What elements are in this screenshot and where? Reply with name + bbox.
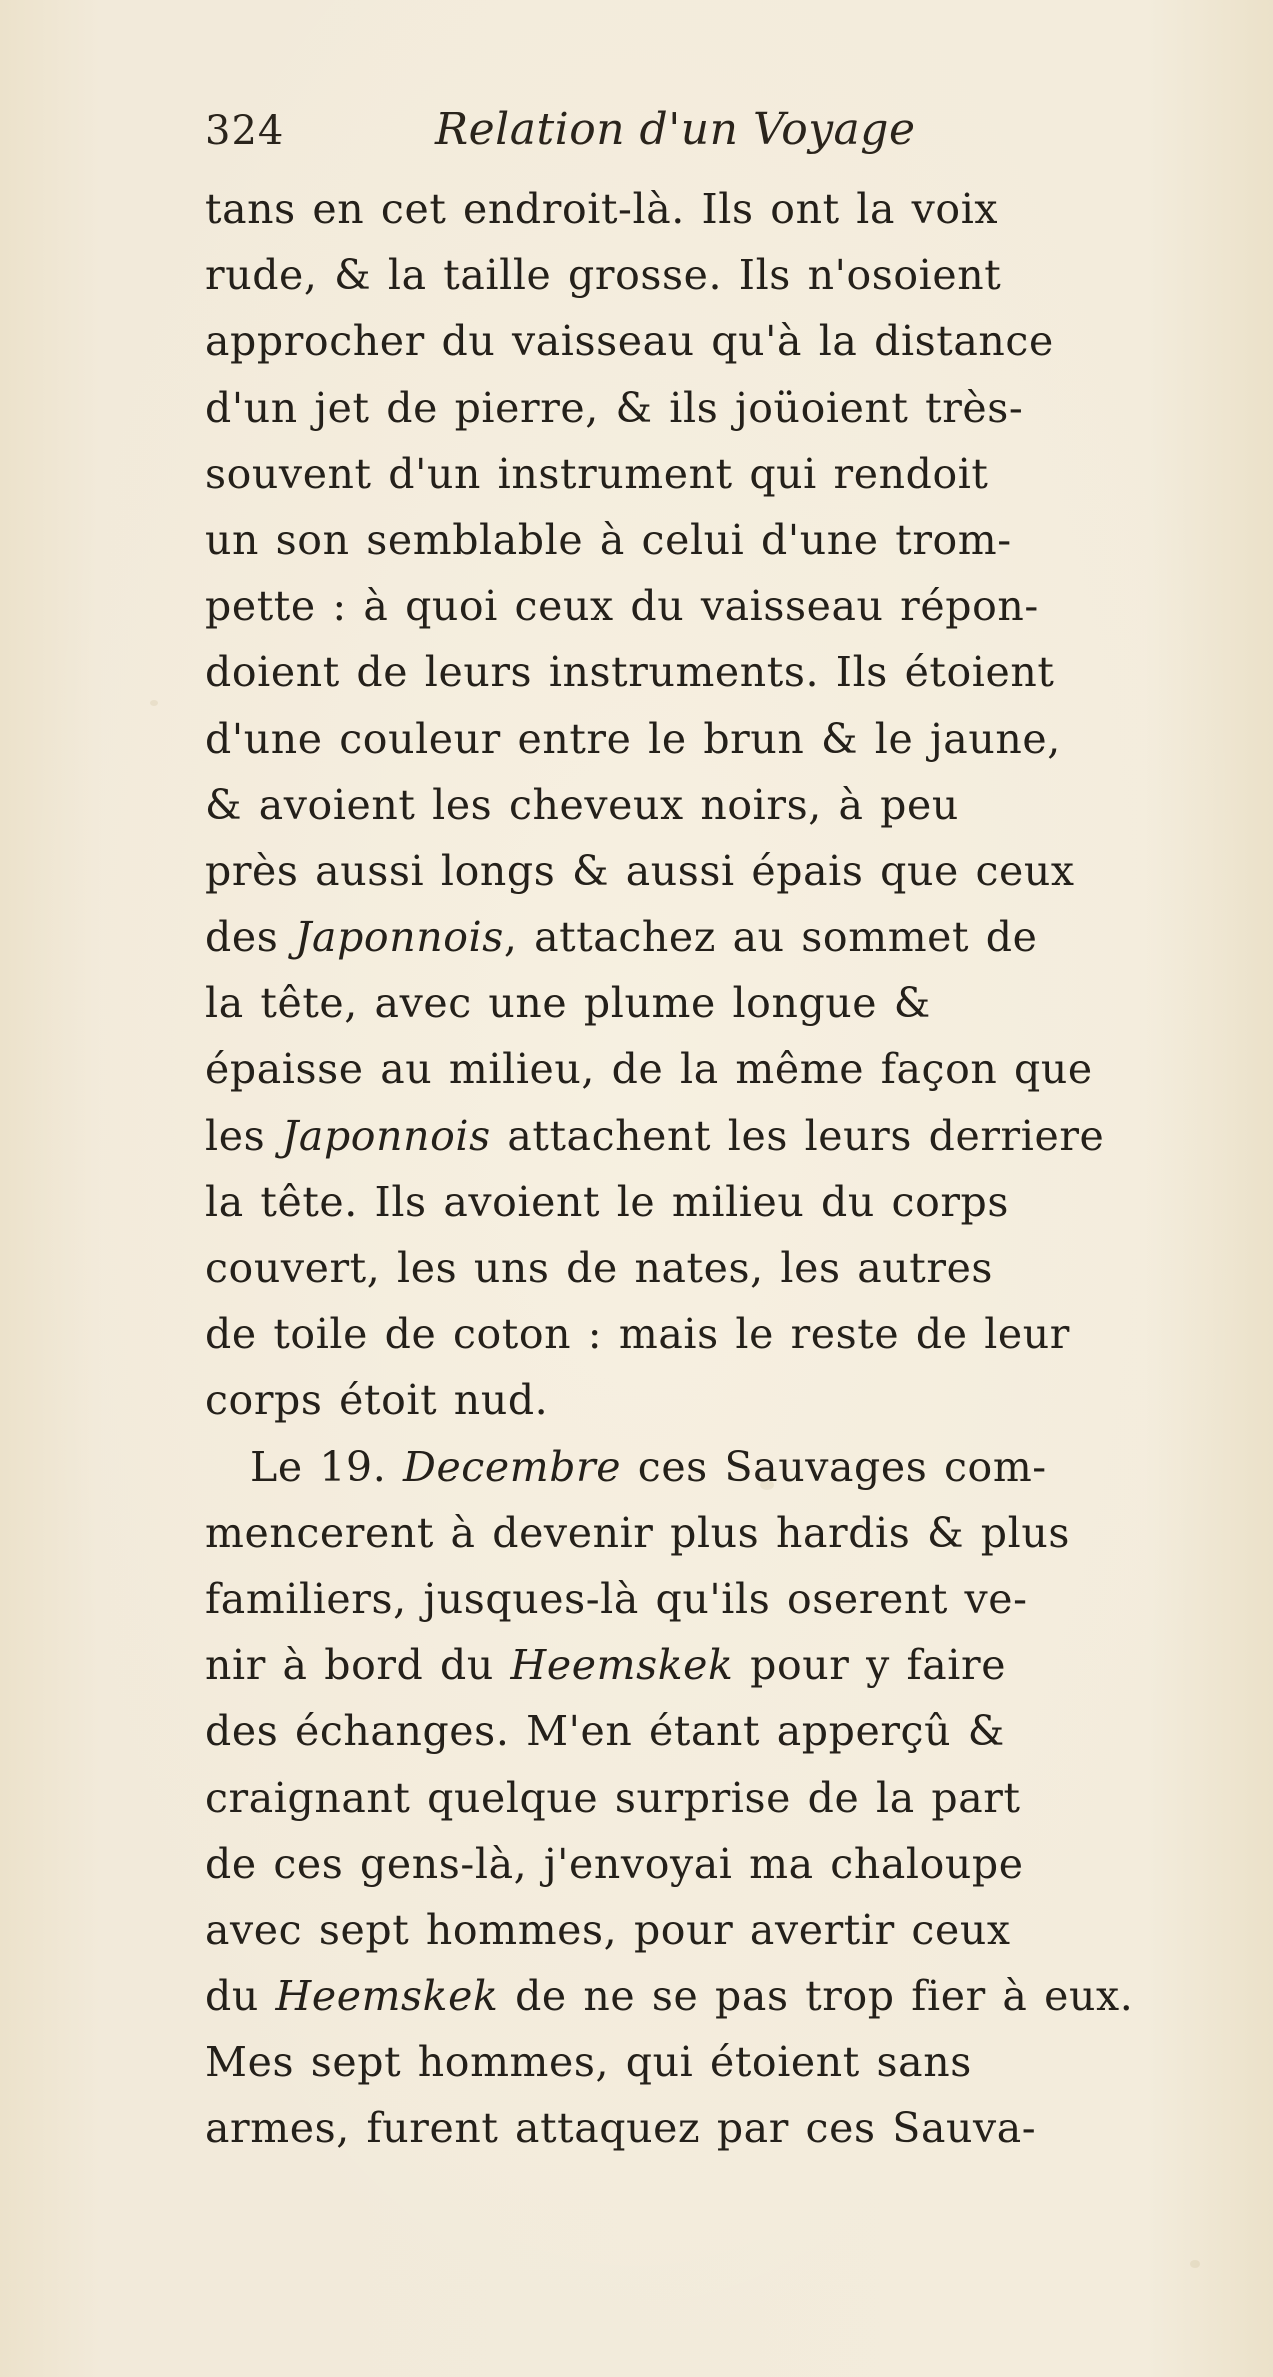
text-line: la tête. Ils avoient le milieu du corps [205, 1177, 1010, 1226]
text-line: doient de leurs instruments. Ils étoient [205, 648, 1055, 697]
paragraph-start-line: Le 19. Decembre ces Sauvages com- [250, 1442, 1047, 1491]
text-line: mencerent à devenir plus hardis & plus [205, 1508, 1070, 1557]
text-line: des échanges. M'en étant apperçû & [205, 1707, 1005, 1756]
text-line: couvert, les uns de nates, les autres [205, 1244, 994, 1292]
text-line: un son semblable à celui d'une trom- [205, 515, 1012, 564]
text-line: familiers, jusques-là qu'ils oserent ve- [205, 1574, 1028, 1623]
text-line: du Heemskek de ne se pas trop fier à eux. [205, 1972, 1134, 2021]
page-header [205, 104, 1105, 168]
text-line: approcher du vaisseau qu'à la distance [205, 317, 1054, 366]
text-line: les Japonnois attachent les leurs derriere [205, 1111, 1105, 1160]
italic-term: Japonnois [281, 1111, 491, 1160]
page-number: 324 [205, 108, 285, 154]
italic-term: Heemskek [275, 1972, 499, 2021]
text-line: corps étoit nud. [205, 1376, 549, 1425]
text-line: d'un jet de pierre, & ils joüoient très- [205, 383, 1024, 432]
text-line: & avoient les cheveux noirs, à peu [205, 780, 959, 829]
italic-term: Japonnois [294, 913, 504, 962]
text-line: la tête, avec une plume longue & [205, 979, 931, 1028]
paper-spot [1190, 2260, 1200, 2268]
text-line: de toile de coton : mais le reste de leur [205, 1310, 1070, 1359]
text-line: armes, furent attaquez par ces Sauva- [205, 2104, 1037, 2153]
paper-spot [150, 700, 158, 706]
text-line: nir à bord du Heemskek pour y faire [205, 1641, 1007, 1690]
text-line: épaisse au milieu, de la même façon que [205, 1045, 1093, 1094]
text-line: pette : à quoi ceux du vaisseau répon- [205, 582, 1039, 631]
text-line: souvent d'un instrument qui rendoit [205, 449, 989, 498]
text-line: craignant quelque surprise de la part [205, 1773, 1021, 1822]
body-text [205, 176, 1225, 2162]
text-line: de ces gens-là, j'envoyai ma chaloupe [205, 1839, 1024, 1888]
text-line: d'une couleur entre le brun & le jaune, [205, 714, 1061, 763]
text-line: près aussi longs & aussi épais que ceux [205, 846, 1075, 895]
text-line: Mes sept hommes, qui étoient sans [205, 2038, 972, 2087]
running-title: Relation d'un Voyage [435, 104, 916, 155]
italic-term: Heemskek [510, 1641, 734, 1690]
text-line: tans en cet endroit-là. Ils ont la voix [205, 185, 999, 233]
italic-term: Decembre [402, 1442, 622, 1491]
text-line: rude, & la taille grosse. Ils n'osoient [205, 251, 1002, 300]
text-line: des Japonnois, attachez au sommet de [205, 913, 1038, 962]
text-line: avec sept hommes, pour avertir ceux [205, 1905, 1011, 1954]
